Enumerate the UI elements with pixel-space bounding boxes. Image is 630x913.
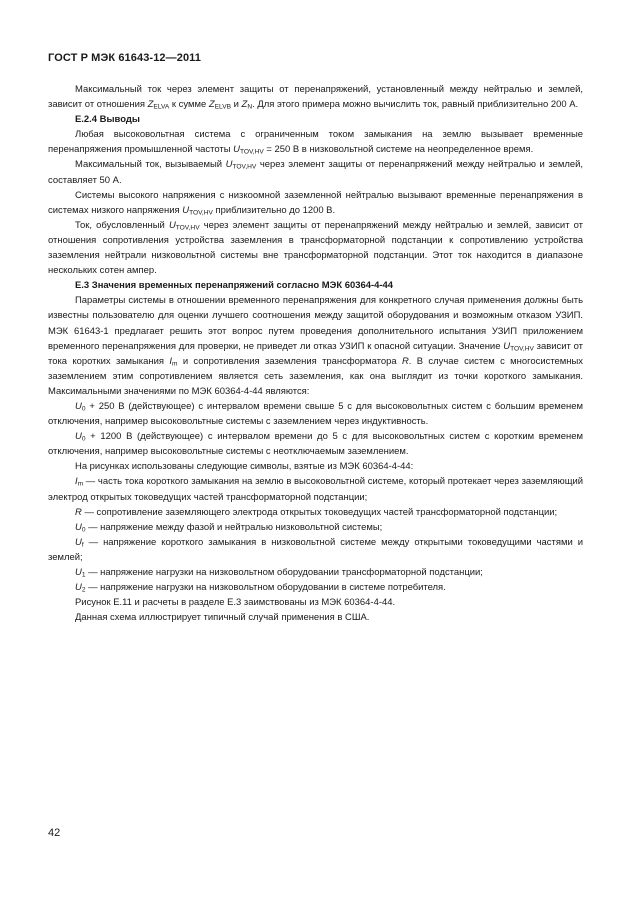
symbol-definition-im: $I_m$ — часть тока короткого замыкания на землю в высоковольтной системе, который протекает через заземляющий электрод открытых токоведущих частей трансформаторной подстанции;: [48, 476, 583, 503]
paragraph-figure-source: Рисунок Е.11 и расчеты в разделе Е.3 заимствованы из МЭК 60364-4-44.: [75, 597, 396, 609]
document-header: ГОСТ Р МЭК 61643-12—2011: [48, 52, 201, 64]
section-heading-e3: Е.3 Значения временных перенапряжений согласно МЭК 60364-4-44: [75, 280, 394, 292]
paragraph-low-resistance: Системы высокого напряжения с низкоомной заземленной нейтралью вызывают временные перенапряжения в системах низкого напряжения $U_{TOV,HV}$ приблизительно до 1200 В.: [48, 189, 583, 217]
paragraph-max-current: Максимальный ток через элемент защиты от перенапряжений, установленный между нейтралью и землей, зависит от отношения $Z_{ELVA}$ к сумме $Z_{ELVB}$ и $Z_N$. Для этого примера можно вычислить ток, равный приблизительно 200 А.: [48, 84, 583, 111]
paragraph-u0-1200: $U_0 + 1200$ В (действующее) с интервалом времени до 5 с для высоковольтных систем с коротким временем отключения, например высоковольтные системы с неотключаемым заземлением.: [48, 431, 583, 458]
paragraph-max-current-tov: Максимальный ток, вызываемый $U_{TOV,HV}$ через элемент защиты от перенапряжений между нейтралью и землей, составляет 50 А.: [48, 159, 583, 186]
paragraph-system-parameters: Параметры системы в отношении временного перенапряжения для конкретного случая применения должны быть известны пользователю для оценки лучшего соотношения между защитой оборудования и возможным отказом УЗИП. МЭК 61643-1 предлагает решить этот вопрос путем проведения дополнительного испытания УЗИП приложением временного перенапряжения для проверки, не приведет ли отказ УЗИП к опасной ситуации. Значение $U_{TOV,HV}$ зависит от тока коротких замыкания $I_m$ и сопротивления заземления трансформатора R. В случае систем с многосистемных заземлением этим сопротивлением является сеть заземления, как она выглядит из точки короткого замыкания. Максимальными значениями по МЭК 60364-4-44 являются:: [48, 295, 583, 397]
symbol-definition-u2: $U_2$ — напряжение нагрузки на низковольтном оборудовании в системе потребителя.: [75, 582, 446, 594]
page-number: 42: [48, 827, 61, 839]
paragraph-usa-case: Данная схема иллюстрирует типичный случай применения в США.: [75, 612, 370, 624]
symbol-definition-u1: $U_1$ — напряжение нагрузки на низковольтном оборудовании трансформаторной подстанции;: [75, 567, 483, 579]
symbol-definition-uf: $U_f$ — напряжение короткого замыкания в низковольтной системе между открытыми токоведущими частями и землей;: [48, 536, 583, 563]
paragraph-current-ratio: Ток, обусловленный $U_{TOV,HV}$ через элемент защиты от перенапряжений между нейтралью и землей, зависит от отношения сопротивления устройства заземления в трансформаторной подстанции к сопротивлению устройства заземления нейтрали низковольтной системы вне трансформаторной подстанции. Этот ток находится в диапазоне нескольких сотен ампер.: [48, 219, 583, 277]
paragraph-symbols-intro: На рисунках использованы следующие символы, взятые из МЭК 60364-4-44:: [75, 461, 414, 473]
paragraph-hv-system: Любая высоковольтная система с ограниченным током замыкания на землю вызывает временные перенапряжения промышленной частоты $U_{TOV,HV} = 250$ В в низковольтной системе на неопределенное время.: [48, 129, 583, 156]
symbol-definition-u0: $U_0$ — напряжение между фазой и нейтралью низковольтной системы;: [75, 521, 383, 534]
section-heading-e24: Е.2.4 Выводы: [75, 114, 140, 126]
symbol-definition-r: R — сопротивление заземляющего электрода открытых токоведущих частей трансформаторной подстанции;: [75, 506, 558, 518]
document-body: [48, 82, 583, 625]
paragraph-u0-250: $U_0 + 250$ В (действующее) с интервалом времени свыше 5 с для высоковольтных систем с большим временем отключения, например высоковольтные системы с заземлением через индуктивность.: [48, 400, 583, 428]
